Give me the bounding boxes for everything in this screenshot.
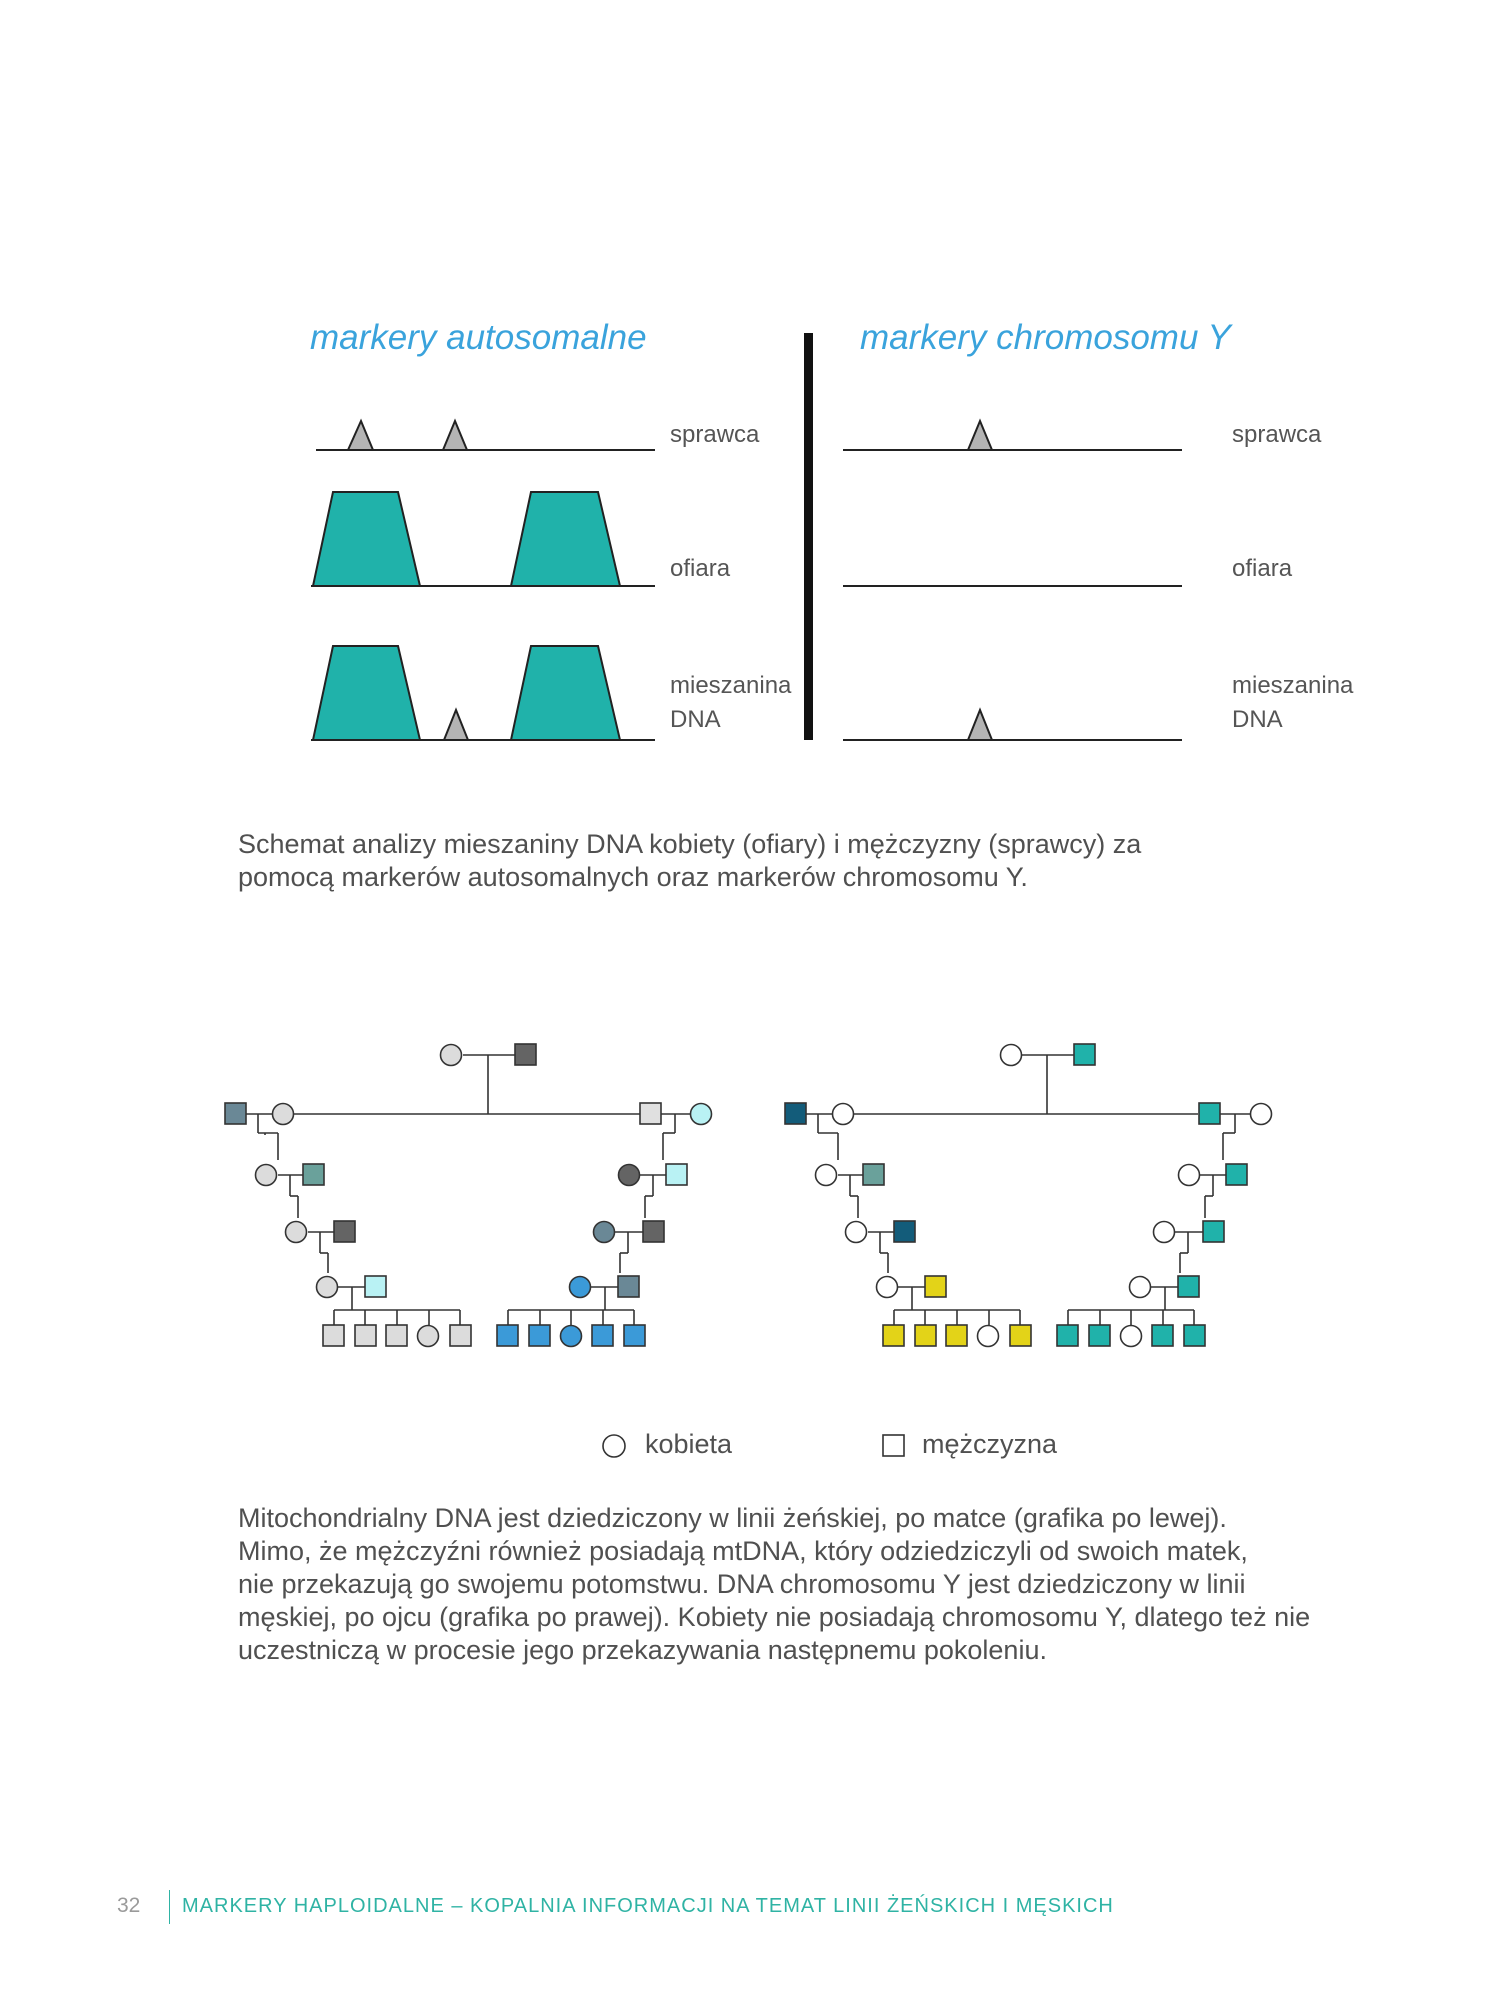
- right-row-label-ofiara: ofiara: [1232, 555, 1293, 582]
- right-gen5b-female: [1130, 1277, 1151, 1298]
- pedigree-caption-line-1: Mitochondrialny DNA jest dziedziczony w linii żeńskiej, po matce (grafika po lewej).: [238, 1503, 1227, 1533]
- left-gen2a-female: [273, 1104, 294, 1125]
- right-child-6: [1057, 1325, 1078, 1346]
- right-child-1: [883, 1325, 904, 1346]
- left-row-label-mixture: mieszanina DNA: [670, 672, 792, 733]
- left-child-8: [561, 1326, 582, 1347]
- column-divider: [804, 333, 813, 740]
- right-gen4b-male: [1203, 1221, 1224, 1242]
- male-legend-icon: [880, 1432, 910, 1462]
- schema-caption: [238, 828, 1141, 894]
- right-gen3a-female: [816, 1165, 837, 1186]
- left-mixture-peak-2: [511, 646, 620, 740]
- right-child-2: [915, 1325, 936, 1346]
- left-gen5b-male: [618, 1276, 639, 1297]
- right-row-label-mixture: mieszanina DNA: [1232, 672, 1354, 733]
- right-child-9: [1152, 1325, 1173, 1346]
- right-gen2b-female: [1251, 1104, 1272, 1125]
- legend-male-label: mężczyzna: [922, 1429, 1058, 1459]
- right-gen4a-female: [846, 1222, 867, 1243]
- left-child-5: [450, 1325, 471, 1346]
- right-gen5a-female: [877, 1277, 898, 1298]
- left-gen5b-female: [570, 1277, 591, 1298]
- left-gen5a-female: [317, 1277, 338, 1298]
- pedigree-caption-line-4: męskiej, po ojcu (grafika po prawej). Kobiety nie posiadają chromosomu Y, dlatego też nie: [238, 1602, 1311, 1632]
- right-gen2b-male: [1199, 1103, 1220, 1124]
- left-gen3a-male: [303, 1164, 324, 1185]
- legend-female-label: kobieta: [645, 1429, 733, 1459]
- footer-divider: [169, 1890, 170, 1924]
- right-gen4a-male: [894, 1221, 915, 1242]
- pedigree-caption-line-2: Mimo, że mężczyźni również posiadają mtDNA, który odziedziczyli od swoich matek,: [238, 1536, 1248, 1566]
- right-gen4b-female: [1154, 1222, 1175, 1243]
- left-sprawca-peak-1: [348, 421, 373, 450]
- left-gen5a-male: [365, 1276, 386, 1297]
- right-column-header: markery chromosomu Y: [860, 318, 1231, 357]
- pedigree-caption: [238, 1502, 1310, 1667]
- left-gen2b-male: [640, 1103, 661, 1124]
- right-gen5b-male: [1178, 1276, 1199, 1297]
- left-gen3b-female: [619, 1165, 640, 1186]
- pedigree-diagram: [0, 1000, 1497, 1420]
- left-ofiara-peak-1: [313, 492, 420, 586]
- left-gen1-female: [441, 1045, 462, 1066]
- left-gen4a-female: [286, 1222, 307, 1243]
- left-child-6: [497, 1325, 518, 1346]
- right-child-4: [978, 1326, 999, 1347]
- right-gen2a-male: [785, 1103, 806, 1124]
- right-gen1-male: [1074, 1044, 1095, 1065]
- left-gen4b-female: [594, 1222, 615, 1243]
- left-row-label-ofiara: ofiara: [670, 555, 731, 582]
- right-gen3b-female: [1179, 1165, 1200, 1186]
- right-child-10: [1184, 1325, 1205, 1346]
- pedigree-caption-line-5: uczestniczą w procesie jego przekazywania następnemu pokoleniu.: [238, 1635, 1047, 1665]
- right-mixture-peak: [968, 710, 992, 740]
- left-child-3: [386, 1325, 407, 1346]
- right-sprawca-peak: [968, 421, 992, 450]
- left-gen2a-male: [225, 1103, 246, 1124]
- page-number: 32: [117, 1894, 141, 1917]
- right-gen1-female: [1001, 1045, 1022, 1066]
- left-child-9: [592, 1325, 613, 1346]
- left-gen2b-female: [691, 1104, 712, 1125]
- right-child-5: [1010, 1325, 1031, 1346]
- right-child-7: [1089, 1325, 1110, 1346]
- left-gen3a-female: [256, 1165, 277, 1186]
- left-child-2: [355, 1325, 376, 1346]
- left-child-7: [529, 1325, 550, 1346]
- right-row-label-sprawca: sprawca: [1232, 421, 1322, 448]
- left-gen4a-male: [334, 1221, 355, 1242]
- schema-caption-line-2: pomocą markerów autosomalnych oraz markerów chromosomu Y.: [238, 862, 1028, 892]
- right-child-3: [946, 1325, 967, 1346]
- left-row-label-sprawca: sprawca: [670, 421, 760, 448]
- right-gen3b-male: [1226, 1164, 1247, 1185]
- right-gen2a-female: [833, 1104, 854, 1125]
- left-child-10: [624, 1325, 645, 1346]
- left-gen1-male: [515, 1044, 536, 1065]
- left-child-4: [418, 1326, 439, 1347]
- left-gen4b-male: [643, 1221, 664, 1242]
- right-gen3a-male: [863, 1164, 884, 1185]
- female-legend-icon: [600, 1432, 630, 1462]
- right-child-8: [1121, 1326, 1142, 1347]
- left-gen3b-male: [666, 1164, 687, 1185]
- left-mixture-peak-1: [313, 646, 420, 740]
- footer-title: MARKERY HAPLOIDALNE – KOPALNIA INFORMACJI NA TEMAT LINII ŻEŃSKICH I MĘSKICH: [182, 1895, 1114, 1917]
- left-sprawca-peak-2: [443, 421, 467, 450]
- right-gen5a-male: [925, 1276, 946, 1297]
- left-ofiara-peak-2: [511, 492, 620, 586]
- pedigree-caption-line-3: nie przekazują go swojemu potomstwu. DNA chromosomu Y jest dziedziczony w linii: [238, 1569, 1246, 1599]
- left-child-1: [323, 1325, 344, 1346]
- schema-caption-line-1: Schemat analizy mieszaniny DNA kobiety (ofiary) i mężczyzny (sprawcy) za: [238, 829, 1142, 859]
- left-column-header: markery autosomalne: [310, 318, 647, 357]
- left-mixture-peak-small: [444, 710, 468, 740]
